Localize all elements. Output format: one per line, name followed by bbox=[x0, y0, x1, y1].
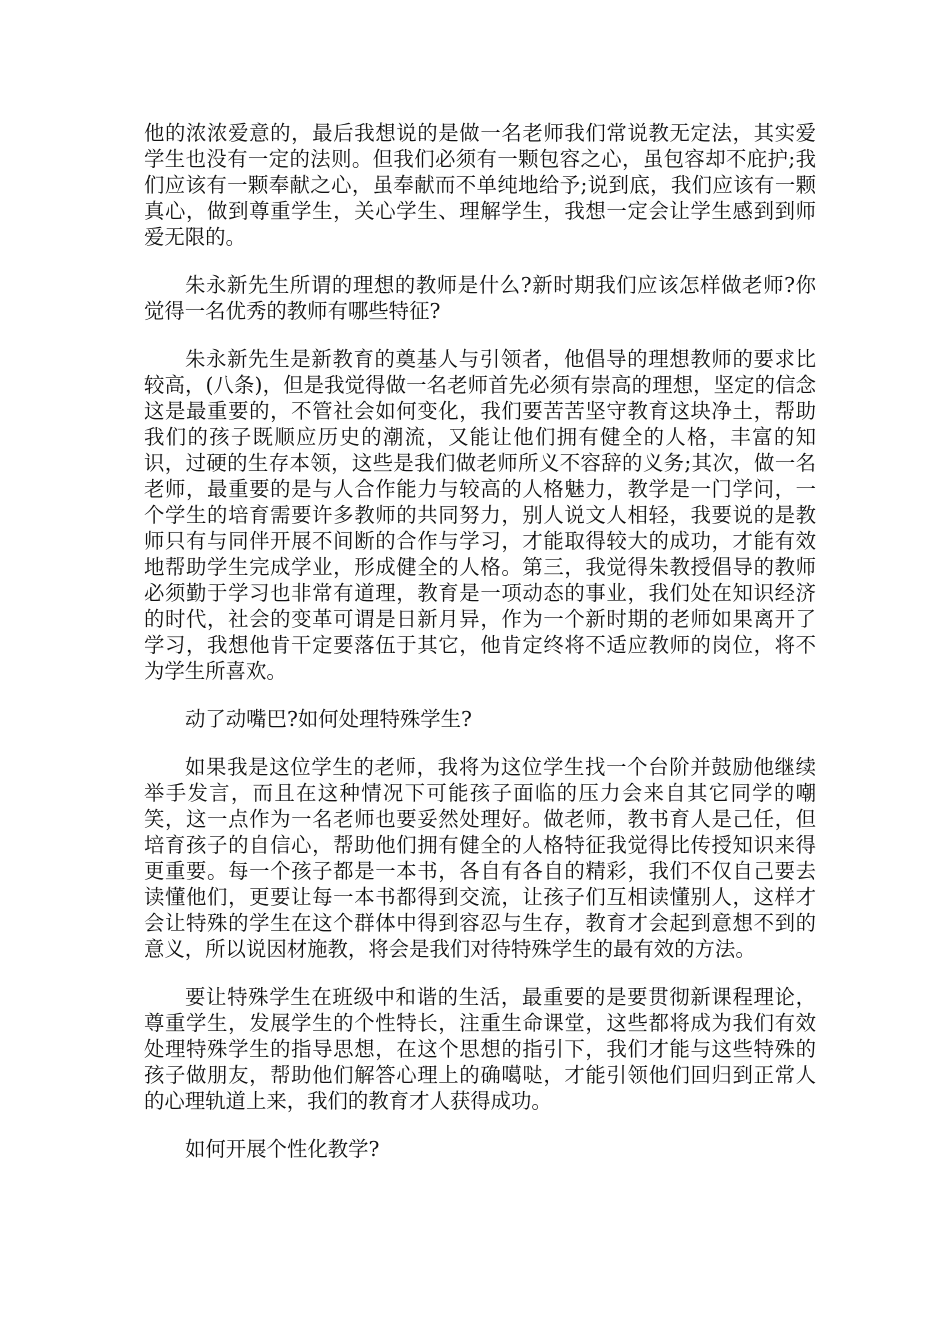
paragraph-2: 朱永新先生是新教育的奠基人与引领者，他倡导的理想教师的要求比较高，(八条)，但是我觉得做一名老师首先必须有崇高的理想，坚定的信念这是最重要的，不管社会如何变化，我们要苦苦坚守教育这块净土，帮助我们的孩子既顺应历史的潮流，又能让他们拥有健全的人格，丰富的知识，过硬的生存本领，这些是我们做老师所义不容辞的义务;其次，做一名老师，最重要的是与人合作能力与较高的人格魅力，教学是一门学问，一个学生的培育需要许多教师的共同努力，别人说文人相轻，我要说的是教师只有与同伴开展不间断的合作与学习，才能取得较大的成功，才能有效地帮助学生完成学业，形成健全的人格。第三，我觉得朱教授倡导的教师必须勤于学习也非常有道理，教育是一项动态的事业，我们处在知识经济的时代，社会的变革可谓是日新月异，作为一个新时期的老师如果离开了学习，我想他肯干定要落伍于其它，他肯定终将不适应教师的岗位，将不为学生所喜欢。 bbox=[144, 347, 816, 683]
paragraph-4: 要让特殊学生在班级中和谐的生活，最重要的是要贯彻新课程理论，尊重学生，发展学生的个性特长，注重生命课堂，这些都将成为我们有效处理特殊学生的指导思想，在这个思想的指引下，我们才能与这些特殊的孩子做朋友，帮助他们解答心理上的确噶哒，才能引领他们回归到正常人的心理轨道上来，我们的教育才人获得成功。 bbox=[144, 985, 816, 1113]
document-body bbox=[144, 120, 816, 1184]
question-3: 如何开展个性化教学? bbox=[185, 1137, 380, 1161]
paragraph-3: 如果我是这位学生的老师，我将为这位学生找一个台阶并鼓励他继续举手发言，而且在这种情况下可能孩子面临的压力会来自其它同学的嘲笑，这一点作为一名老师也要妥然处理好。做老师，教书育人是己任，但培育孩子的自信心，帮助他们拥有健全的人格特征我觉得比传授知识来得更重要。每一个孩子都是一本书，各自有各自的精彩，我们不仅自己要去读懂他们，更要让每一本书都得到交流，让孩子们互相读懂别人，这样才会让特殊的学生在这个群体中得到容忍与生存，教育才会起到意想不到的意义，所以说因材施教，将会是我们对待特殊学生的最有效的方法。 bbox=[144, 755, 816, 961]
question-2: 动了动嘴巴?如何处理特殊学生? bbox=[185, 707, 472, 731]
paragraph-1: 他的浓浓爱意的，最后我想说的是做一名老师我们常说教无定法，其实爱学生也没有一定的法则。但我们必须有一颗包容之心，虽包容却不庇护;我们应该有一颗奉献之心，虽奉献而不单纯地给予;说到底，我们应该有一颗真心，做到尊重学生，关心学生、理解学生，我想一定会让学生感到到师爱无限的。 bbox=[144, 121, 816, 249]
question-1: 朱永新先生所谓的理想的教师是什么?新时期我们应该怎样做老师?你觉得一名优秀的教师有哪些特征? bbox=[144, 273, 816, 323]
